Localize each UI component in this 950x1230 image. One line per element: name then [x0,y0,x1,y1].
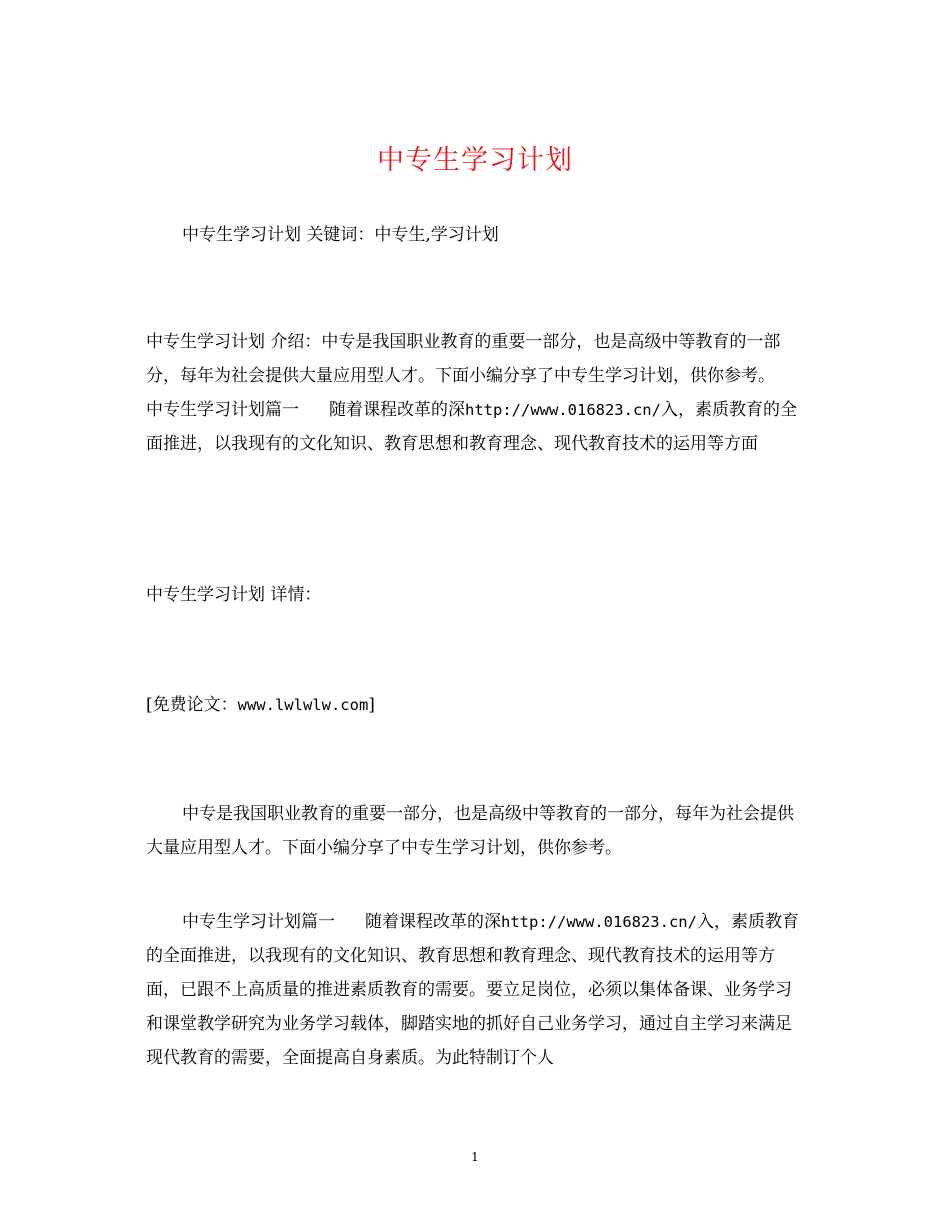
intro-lead-text: 随着课程改革的深 [329,400,465,420]
paragraph-body-text: 入，素质教育的全面推进，以我现有的文化知识、教育思想和教育理念、现代教育技术的运用等方面，已跟不上高质量的推进素质教育的需要。要立足岗位，必须以集体备课、业务学习和课堂教学研究为业务学习载体，脚踏实地的抓好自己业务学习，通过自主学习来满足现代教育的需要，全面提高自身素质。为此特制订个人 [146,912,799,1068]
intro-section-heading: 中专生学习计划篇一 [146,400,299,420]
free-paper-prefix: [免费论文： [146,695,238,715]
intro-text: 中专生学习计划 介绍：中专是我国职业教育的重要一部分，也是高级中等教育的一部分，每年为社会提供大量应用型人才。下面小编分享了中专生学习计划，供你参考。 [146,332,781,386]
document-title: 中专生学习计划 [377,145,573,176]
keywords-line: 中专生学习计划 关键词：中专生,学习计划 [182,225,499,245]
paragraph-lead-text: 随着课程改革的深 [365,912,501,932]
section-heading: 中专生学习计划篇一 [182,912,335,932]
free-paper-note [146,688,806,722]
intro-tail-text: 入，素质教育的全面推进，以我现有的文化知识、教育思想和教育理念、现代教育技术的运用等方面 [146,400,797,454]
free-paper-suffix: ] [368,695,375,715]
intro-url-link[interactable]: http://www.016823.cn/ [465,401,661,419]
body-paragraph-1: 中专是我国职业教育的重要一部分，也是高级中等教育的一部分，每年为社会提供大量应用型人才。下面小编分享了中专生学习计划，供你参考。 [146,804,794,858]
paragraph-url-link[interactable]: http://www.016823.cn/ [501,913,697,931]
page-number: 1 [471,1150,479,1164]
body-paragraph-2 [146,905,806,1075]
free-paper-link[interactable]: www.lwlwlw.com [237,696,369,714]
intro-paragraph [146,325,806,461]
details-label: 中专生学习计划 详情： [146,585,322,605]
